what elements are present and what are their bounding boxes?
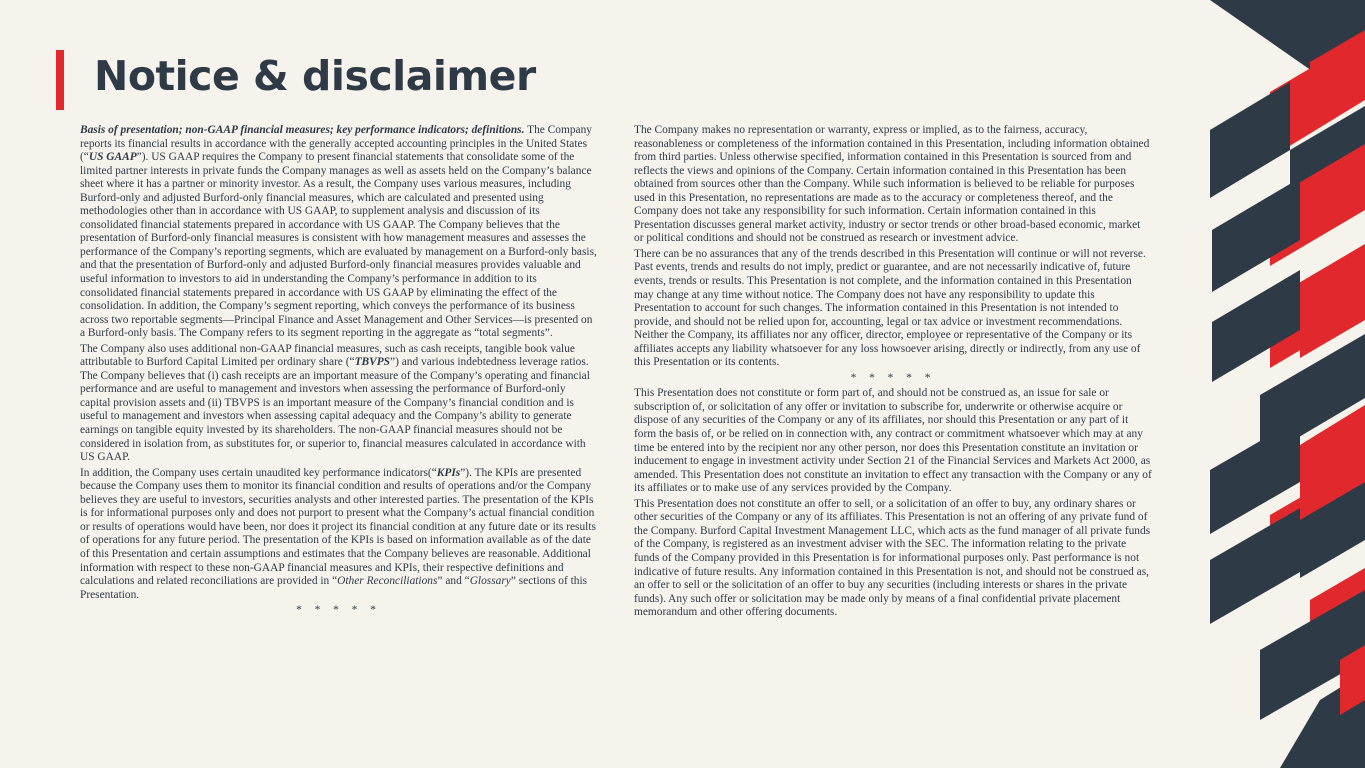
paragraph-text: ”). The KPIs are presented because the Company uses them to monitor its financial condition and results of operations and/or the Company believes they are useful to investors, securities analysts and other interested parties. The presentation of the KPIs is for informational purposes only and does not purport to present what the Company’s actual financial condition or results of operations would have been, nor does it project its financial condition at any future date or its results of operations for any future period. The presentation of the KPIs is based on information available as of the date of this Presentation and certain assumptions and estimates that the Company believes are reasonable. Additional information with respect to these non-GAAP financial measures and KPIs, their respective definitions and calculations and related reconciliations are provided in “: [80, 466, 596, 588]
section-separator-stars: * * * * *: [850, 371, 936, 384]
paragraph-no-assurances: There can be no assurances that any of the trends described in this Presentation will continue or will not reverse. Past events, trends and results do not imply, predict or guarantee, and are not necessarily indicative of, future events, trends or results. This Presentation is not complete, and the information contained in this Presentation may change at any time without notice. The Company does not have any responsibility to update this Presentation to account for such changes. The information contained in this Presentation is not intended to provide, and should not be relied upon for, accounting, legal or tax advice or investment recommendations. Neither the Company, its affiliates nor any officer, director, employee or representative of the Company or its affiliates accepts any liability whatsoever for any loss howsoever arising, directly or indirectly, from any use of this Presentation or its contents.: [634, 247, 1146, 369]
section-separator-stars: * * * * *: [296, 604, 381, 617]
decorative-ribbon-graphic: [1190, 0, 1365, 768]
paragraph-not-an-offer: This Presentation does not constitute or form part of, and should not be construed as, an issue for sale or subscription of, or solicitation of any offer or invitation to subscribe for, underwrite or otherwise acquire or dispose of any securities of the Company or any of its affiliates, nor should this Presentation or any part of it form the basis of, or be relied on in connection with, any contract or commitment whatsoever which may at any time be entered into by the recipient nor any other person, nor does this Presentation constitute an invitation or inducement to engage in investment activity under Section 21 of the Financial Services and Markets Act 2000, as amended. This Presentation does not constitute an invitation to effect any transaction with the Company or any of its affiliates or to make use of any services provided by the Company.: [634, 387, 1152, 495]
paragraph-basis-of-presentation: [80, 124, 597, 341]
reference-glossary: Glossary: [469, 575, 511, 588]
defined-term-kpis: KPIs: [436, 466, 461, 479]
paragraph-no-offer-to-sell: This Presentation does not constitute an offer to sell, or a solicitation of an offer to buy, any ordinary shares or other securities of the Company or any of its affiliates. This Presentation is not an offering of any private fund of the Company. Burford Capital Investment Management LLC, which acts as the fund manager of all private funds of the Company, is registered as an investment adviser with the SEC. The information relating to the private funds of the Company provided in this Presentation is for informational purposes only. Past performance is not indicative of future results. Any information contained in this Presentation is not, and should not be construed as, an offer to sell or the solicitation of an offer to buy any securities (including interests or shares in the private funds). Any such offer or solicitation may be made only by means of a final confidential private placement memorandum and other offering documents.: [634, 497, 1151, 619]
right-column: [634, 124, 1152, 622]
section-heading: Basis of presentation; non-GAAP financial measures; key performance indicators; definitions.: [80, 124, 525, 136]
paragraph-text: ”) and various indebtedness leverage ratios. The Company believes that (i) cash receipts are an important measure of the Company’s operating and financial performance and are useful to management and investors when assessing the performance of Burford-only capital provision assets and (ii) TBVPS is an important measure of the Company’s financial condition and is useful to management and investors when assessing capital adequacy and the Company’s ability to generate earnings on tangible equity invested by its shareholders. The non-GAAP financial measures should not be considered in isolation from, as substitutes for, or superior to, financial measures calculated in accordance with US GAAP.: [80, 356, 590, 464]
paragraph-text: ”). US GAAP requires the Company to present financial statements that consolidate some of the limited partner interests in private funds the Company manages as well as assets held on the Company’s balance sheet where it has a partner or minority investor. As a result, the Company uses various measures, including Burford-only and adjusted Burford-only financial measures, which are calculated and presented using methodologies other than in accordance with US GAAP, to supplement analysis and discussion of its consolidated financial statements prepared in accordance with US GAAP. The Company believes that the presentation of Burford-only financial measures is consistent with how management measures and assesses the performance of the Company’s reporting segments, which are evaluated by management on a Burford-only basis, and that the presentation of Burford-only and adjusted Burford-only financial measures provides valuable and useful information to investors to aid in understanding the Company’s performance in addition to its consolidated financial statements prepared in accordance with US GAAP by eliminating the effect of the consolidation. In addition, the Company’s segment reporting, which conveys the performance of its business across two reportable segments—Principal Finance and Asset Management and Other Services—is presented on a Burford-only basis. The Company refers to its segment reporting in the aggregate as “total segments”.: [80, 151, 597, 340]
defined-term-tbvps: TBVPS: [354, 356, 391, 369]
paragraph-kpis: [80, 467, 597, 602]
paragraph-no-representation: The Company makes no representation or warranty, express or implied, as to the fairness, accuracy, reasonableness or completeness of the information contained in this Presentation, including information obtained from third parties. Unless otherwise specified, information contained in this Presentation is sourced from and reflects the views and opinions of the Company. Certain information contained in this Presentation has been obtained from sources other than the Company. While such information is believed to be reliable for purposes used in this Presentation, no representations are made as to the accuracy or completeness thereof, and the Company does not take any responsibility for such information. Certain information contained in this Presentation discusses general market activity, industry or sector trends or other broad-based economic, market or political conditions and should not be construed as research or investment advice.: [634, 124, 1150, 245]
paragraph-non-gaap-measures: [80, 343, 597, 465]
paragraph-text: ” and “: [437, 575, 470, 588]
reference-other-reconciliations: Other Reconciliations: [337, 575, 438, 588]
paragraph-text: ” sections of this Presentation.: [80, 575, 588, 601]
page-title: Notice & disclaimer: [94, 52, 536, 100]
defined-term-us-gaap: US GAAP: [88, 151, 137, 164]
paragraph-text: The Company also uses additional non-GAAP financial measures, such as cash receipts, tangible book value attributable to Burford Capital Limited per ordinary share (“: [80, 342, 575, 369]
paragraph-text: The Company reports its financial results in accordance with the generally accepted accounting principles in the United States (“: [80, 124, 592, 164]
paragraph-text: In addition, the Company uses certain unaudited key performance indicators(“: [80, 466, 437, 479]
left-column: [80, 124, 597, 620]
title-accent-bar: [56, 50, 64, 110]
